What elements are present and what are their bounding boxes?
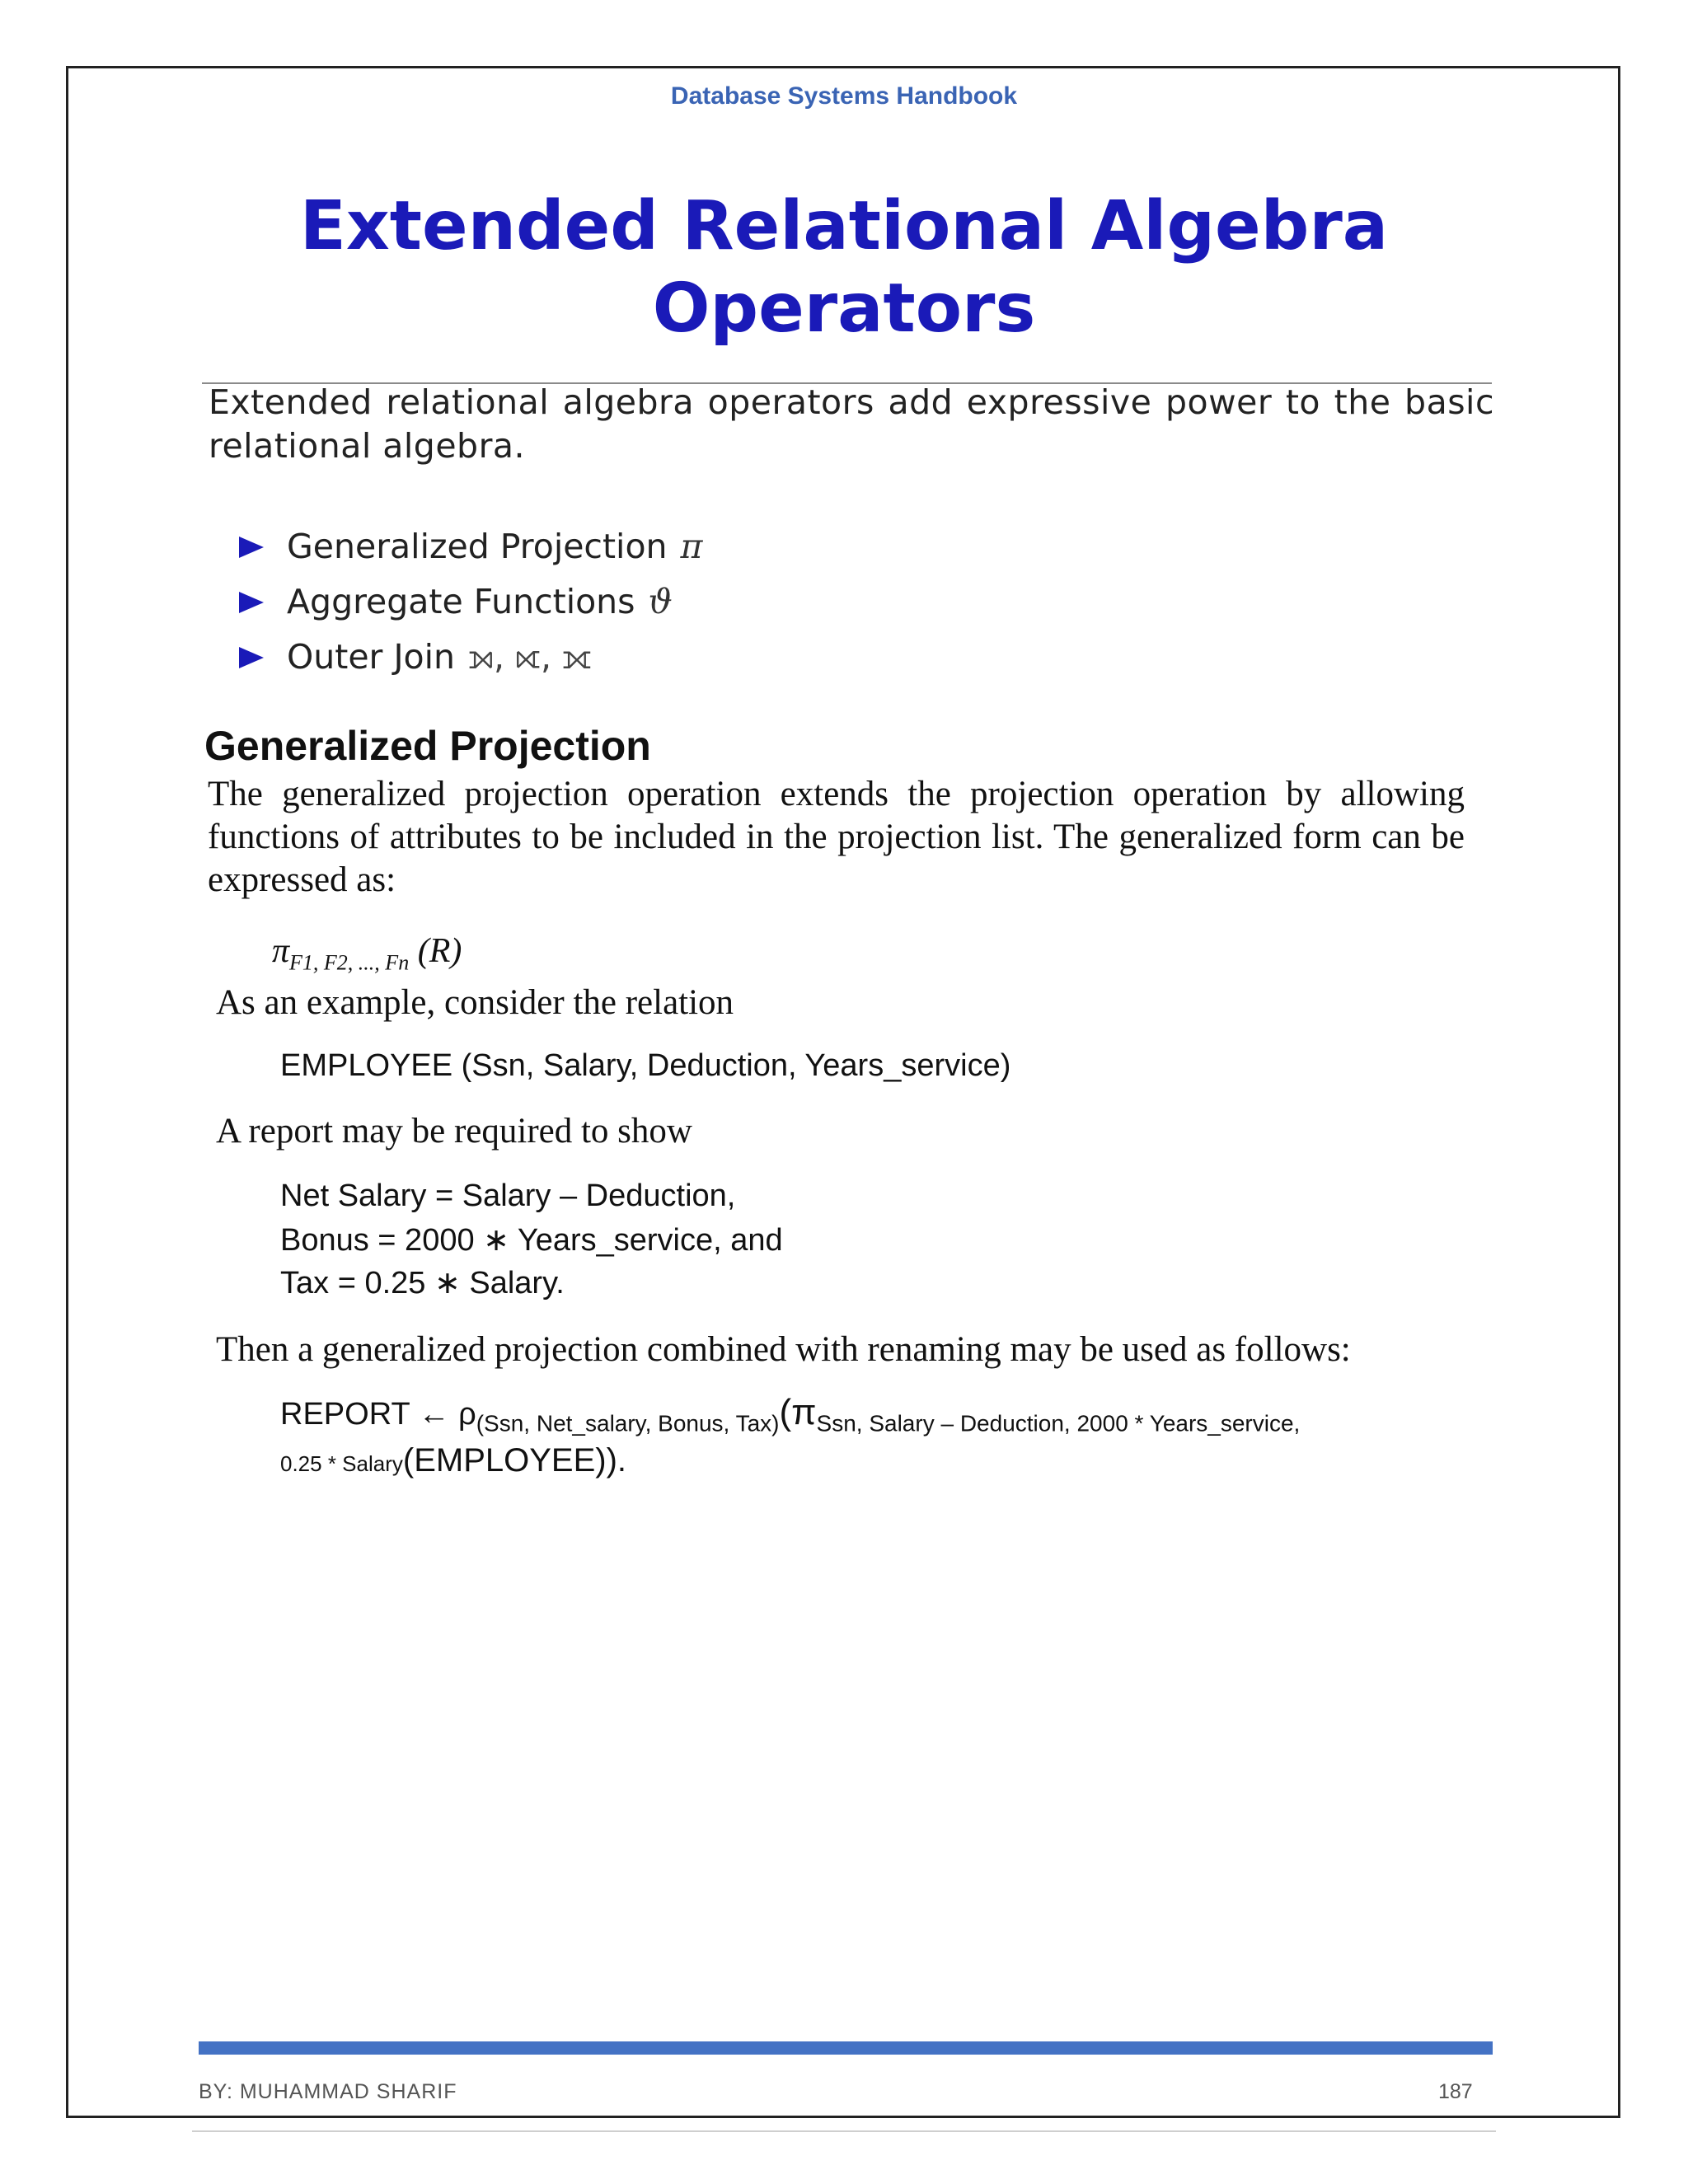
bullet-triangle-icon [239,537,264,558]
bullet-triangle-icon [239,592,264,613]
outer-join-symbols: ⟕, ⟖, ⟗ [468,637,592,677]
then-line: Then a generalized projection combined with renaming may be used as follows: [216,1330,1351,1369]
page-border [66,66,1620,2118]
report-lhs: REPORT ← ρ [280,1397,476,1432]
relation-schema: EMPLOYEE (Ssn, Salary, Deduction, Years_service) [280,1048,1011,1083]
bullet-label: Generalized Projection [287,527,668,566]
bullet-triangle-icon [239,647,264,668]
report-item: Tax = 0.25 ∗ Salary. [280,1266,565,1301]
pi-symbol: π [680,527,703,566]
example-intro: As an example, consider the relation [216,983,734,1022]
report-expression-line1 [280,1394,1517,1442]
pi-symbol: π [272,932,290,970]
slide-title-line2: Operators [652,269,1036,348]
slide-title-line1: Extended Relational Algebra [299,187,1389,265]
bottom-divider [192,2130,1496,2132]
section-paragraph: The generalized projection operation extends the projection operation by allowing functions of attributes to be included in the projection list. The generalized form can be expressed as: [208,775,1465,899]
list-item [239,574,702,630]
projection-formula [272,931,462,975]
bullet-label: Aggregate Functions [287,582,635,621]
theta-symbol: ϑ [648,582,673,621]
footer-bar [199,2041,1493,2055]
running-header: Database Systems Handbook [670,82,1018,110]
formula-argument: (R) [417,932,462,970]
pi-subscript-cont: 0.25 * Salary [280,1451,403,1476]
footer-author: BY: MUHAMMAD SHARIF [199,2080,457,2103]
report-expression [280,1394,1517,1482]
list-item [239,519,702,574]
report-expression-line2 [280,1442,1517,1482]
rho-subscript: (Ssn, Net_salary, Bonus, Tax) [476,1410,780,1436]
report-intro: A report may be required to show [216,1112,692,1151]
pi-subscript: Ssn, Salary – Deduction, 2000 * Years_service, [816,1410,1301,1436]
formula-subscript: F1, F2, ..., Fn [289,950,410,975]
pi-open: (π [779,1392,817,1432]
operator-list [239,519,702,685]
page-number: 187 [1438,2080,1473,2103]
report-item: Bonus = 2000 ∗ Years_service, and [280,1223,783,1258]
slide-title [0,185,1688,350]
section-heading: Generalized Projection [204,723,651,769]
report-item: Net Salary = Salary – Deduction, [280,1179,736,1213]
report-tail: (EMPLOYEE)). [402,1441,627,1479]
intro-text: Extended relational algebra operators add expressive power to the basic relational algebra. [209,382,1494,466]
list-item [239,630,702,685]
bullet-label: Outer Join [287,637,455,677]
